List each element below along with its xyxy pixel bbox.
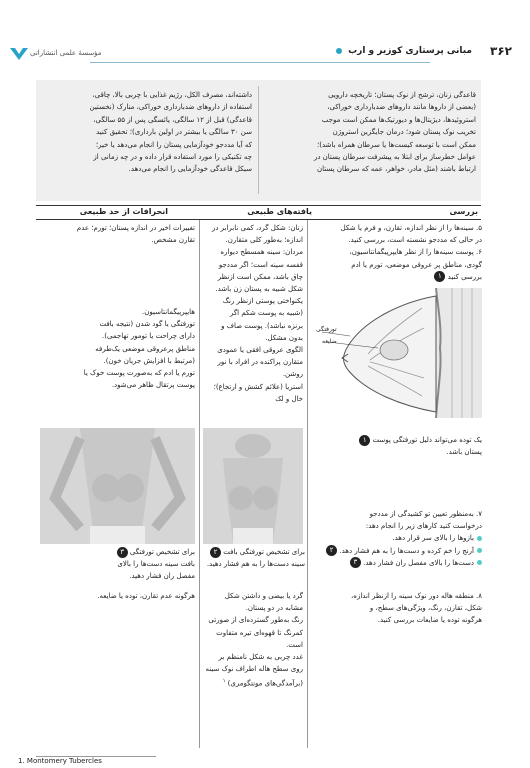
assessment-steps-5-6 [312, 222, 482, 283]
col-header-normal: یافته‌های طبیعی [247, 207, 312, 216]
normal-line: قفسه سینه است؛ اگر مددجو [218, 260, 303, 269]
photo-caption-middle [203, 546, 305, 570]
normal-line: مردان: سینه همسطح دیواره [220, 248, 303, 257]
book-title [336, 46, 472, 56]
col-header-assessment: بررسی [449, 207, 478, 216]
footnote-ref: ۱ [222, 678, 226, 685]
normal-line: چاق باشد، ممکن است ازنظر [217, 272, 303, 281]
history-right-column [264, 89, 476, 176]
normal-line: بدون مشکل. [265, 333, 303, 342]
table-header-top-rule [36, 205, 481, 206]
column-rule [199, 220, 200, 748]
deviation-line: پوست پرتقال ظاهر می‌شود. [111, 381, 195, 390]
normal-line: شکل شبیه به پستان زن باشد. [215, 285, 303, 294]
normal-line: زنان: شکل گرد، کمی نابرابر در [211, 224, 303, 232]
history-line: چه تکنیکی را مورد استفاده قرار داده و در چه زمانی از [93, 153, 252, 162]
normal-line: کمرنگ تا قهوه‌ای تیره متفاوت است. [216, 628, 303, 649]
normal-line: روی سطح هاله اطراف نوک سینه [205, 665, 303, 674]
header-rule [90, 62, 430, 63]
photo-caption-line: برای تشخیص تورفتگی [129, 548, 195, 556]
figure-ref-badge: ۳ [350, 557, 361, 568]
deviation-line: دارای چراحت یا تومور تهاجمی). [102, 332, 195, 341]
assessment-line [312, 271, 482, 283]
history-line: ارتباط باشند (مثل مادر، خواهر، عمه که سرطان پستان [317, 165, 476, 174]
bullet-text: بازوها را بالای سر قرار دهد. [392, 534, 474, 543]
table-header-bottom-rule [36, 219, 481, 220]
normal-findings-col [203, 222, 303, 405]
normal-line: اندازه؛ به‌طور کلی متقارن. [225, 236, 303, 245]
footnote: 1. Montomery Tubercles [18, 757, 102, 765]
photo-hands-pressed-together [203, 428, 303, 544]
history-line: تخریب نوک پستان شود؛ درمان جایگزین استروژن [332, 128, 476, 137]
normal-line: رنگ به‌طور گسترده‌ای از صورتی [208, 616, 303, 625]
normal-findings-row8 [203, 590, 303, 690]
deviation-line: هرگونه عدم تقارن، توده یا ضایعه. [97, 592, 195, 600]
assessment-step-8 [312, 590, 482, 627]
normal-line: (شبیه به پوست شکم اگر [229, 309, 303, 318]
figure-ref-badge: ۳ [117, 547, 128, 558]
normal-line: غدد چربی به شکل نامنظم بر [218, 653, 303, 662]
figure-ref-badge: ۲ [326, 545, 337, 556]
bullet-icon [336, 48, 342, 54]
normal-line: متقارن پراکنده در افراد با نور روشن. [217, 358, 303, 379]
assessment-line: ۸. منطقه هاله دور نوک سینه را ازنظر اندازه، [351, 592, 482, 600]
history-line: عوامل خطرساز برای ابتلا به پیشرفت سرطان پستان در [313, 153, 476, 162]
normal-line: خال و لک [275, 394, 303, 403]
diagram-label-dimple: تورفتگی [316, 326, 337, 333]
assessment-line: ۵. سینه‌ها را از نظر اندازه، تقارن، و فرم یا شکل [340, 224, 482, 232]
book-title-text: مبانی پرستاری کوزیر و ارب [348, 46, 472, 56]
assessment-line: هرگونه توده یا ضایعات بررسی کنید. [377, 616, 482, 625]
figure-ref-badge: ۱ [434, 271, 445, 282]
deviation-line: تورفتگی یا گود شدن (نتیجه بافت [99, 320, 195, 329]
deviations-row8 [38, 590, 195, 602]
column-rule [307, 220, 308, 748]
publisher-logo-icon [8, 44, 30, 62]
deviations-col-b [38, 306, 195, 391]
deviation-line: تغییرات اخیر در اندازه پستان؛ تورم؛ عدم [76, 224, 195, 232]
col-header-deviations: انحرافات از حد طبیعی [79, 207, 168, 216]
figure-ref-badge: ۲ [210, 547, 221, 558]
deviation-line: هایپرپیگمانتاسیون. [141, 308, 195, 316]
bullet-icon [477, 548, 482, 553]
breast-cross-section-diagram [312, 288, 482, 418]
history-line: استروئیدها، دیژیتال‌ها و دیورتیک‌ها ممکن است موجب [321, 115, 476, 124]
history-line: سن ۳۰ سالگی یا بیشتر در اولین بارداری)؛ تحقیق کنید [96, 128, 252, 137]
history-box-divider [258, 86, 259, 194]
normal-line: استریا (علائم کشش و ارتجاع)؛ [213, 382, 303, 391]
history-line: قاعدگی زنان، ترشح از نوک پستان؛ تاریخچه دارویی [328, 91, 476, 99]
deviations-col-a [38, 222, 195, 246]
step7-bullet [312, 532, 482, 544]
diagram-caption [312, 434, 482, 458]
step7-bullet [312, 557, 482, 569]
history-line: داشته‌اند، مصرف الکل، رژیم غذایی با چربی بالا، چاقی، [92, 91, 252, 99]
assessment-step-7 [312, 508, 482, 569]
deviation-line: تورم یا ادم که به‌صورت پوست خوک یا [83, 369, 195, 378]
normal-line: گرد یا بیضی و داشتن شکل [224, 592, 303, 600]
photo-caption-line: مفصل ران فشار دهید. [129, 572, 195, 581]
photo-caption-line: بافت سینه دست‌ها را بالای [117, 560, 195, 569]
bullet-icon [477, 560, 482, 565]
photo-caption-line: برای تشخیص تورفتگی بافت [223, 548, 305, 556]
diagram-caption-line: یک توده می‌تواند دلیل تورفتگی پوست [372, 436, 482, 444]
normal-line: برنزه نباشد). پوست صاف و [221, 321, 303, 330]
bullet-text: دست‌ها را بالای مفصل ران فشار دهد. [363, 558, 474, 567]
assessment-line-text: بررسی کنید [447, 272, 482, 281]
photo-caption-line: سینه دست‌ها را به هم فشار دهید. [206, 560, 305, 569]
figure-ref-badge: ۱ [359, 435, 370, 446]
normal-line: (برآمدگی‌های مونتگومری) [227, 679, 303, 688]
step7-bullet [312, 545, 482, 557]
normal-line: یکنواختی پوستی ازنظر رنگ [222, 297, 303, 306]
bullet-text: آرنج را خم کرده و دست‌ها را به هم فشار دهد. [339, 546, 474, 555]
history-left-column [42, 89, 252, 176]
deviation-line: مناطق پرعروقی موضعی یک‌طرفه [95, 344, 195, 353]
assessment-line: در حالی که مددجو نشسته است، بررسی کنید. [348, 236, 482, 245]
normal-line: الگوی عروقی افقی یا عمودی [217, 346, 303, 355]
history-line: ممکن است با توسعه کیست‌ها یا سرطان همراه باشد)؛ [317, 140, 476, 149]
history-line: که آیا مددجو خودآزمایی پستان را انجام می‌دهد یا خیر؛ [95, 140, 252, 149]
assessment-line: شکل، تقارن، رنگ، ویژگی‌های سطح، و [369, 604, 482, 613]
publisher-name: مؤسسهٔ علمی انتشاراتی [30, 49, 102, 57]
assessment-line: گودی، مناطق پر عروقی موضعی، تورم یا ادم [351, 260, 482, 269]
assessment-line: ۷. به‌منظور تعیین تو کشیدگی از مددجو [369, 510, 482, 518]
deviation-line: تقارن مشخص. [151, 236, 195, 245]
history-line: (بعضی از داروها مانند داروهای ضدبارداری خوراکی، [327, 103, 476, 112]
deviation-line: (مرتبط با افزایش جریان خون). [103, 356, 195, 365]
assessment-line: ۶. پوست سینه‌ها را از نظر هایپرپیگمانتاسیون، [349, 248, 482, 257]
photo-caption-left [70, 546, 195, 583]
history-line: قاعدگی) قبل از ۱۲ سالگی، یائسگی پس از ۵۵ سالگی، [93, 115, 252, 124]
bullet-icon [477, 536, 482, 541]
page-number: ۳۶۲ [490, 44, 512, 58]
normal-line: مشابه در دو پستان. [245, 604, 303, 613]
history-line: استفاده از داروهای ضدبارداری خوراکی، منارک (نخستین [89, 103, 252, 112]
history-line: سیکل قاعدگی خودآزمایی را انجام می‌دهد. [128, 165, 252, 174]
diagram-label-lesion: ضایعه [322, 338, 337, 345]
diagram-caption-line: پستان باشد. [446, 448, 482, 457]
photo-hands-on-hips [40, 428, 195, 544]
assessment-line: درخواست کنید کارهای زیر را انجام دهد: [365, 522, 482, 531]
